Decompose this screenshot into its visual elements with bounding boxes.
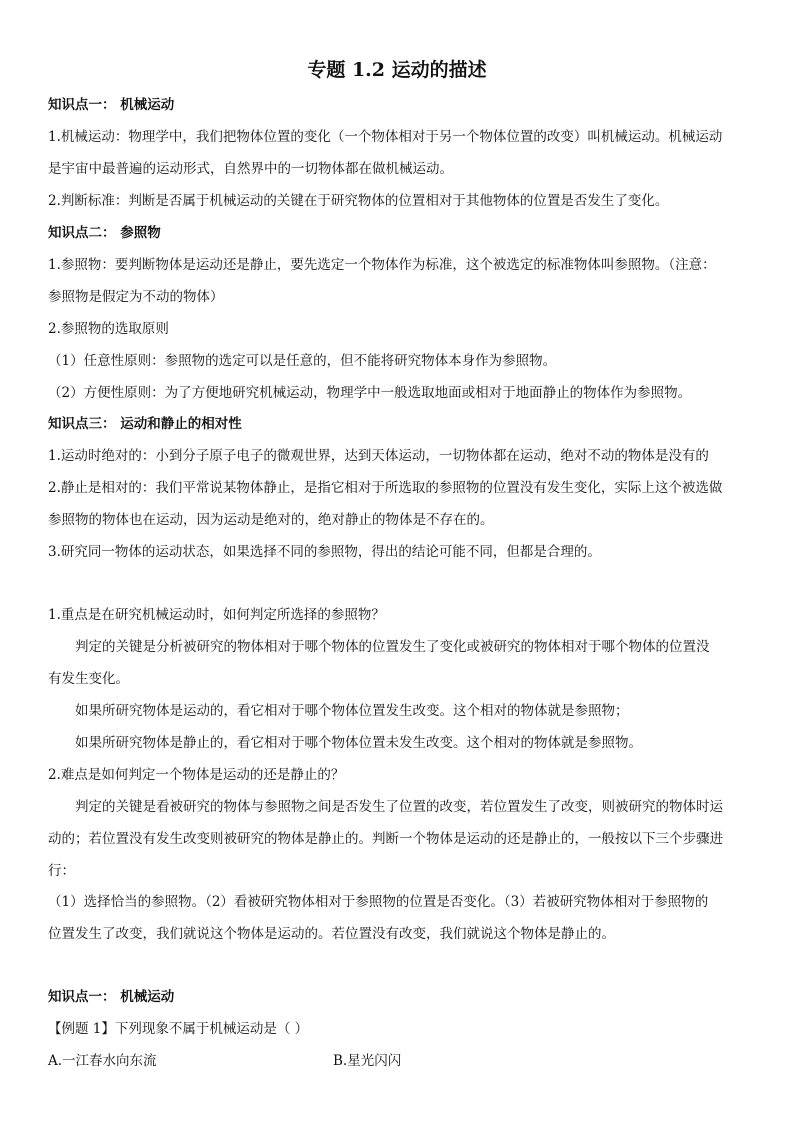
paragraph-line: 2.判断标准：判断是否属于机械运动的关键在于研究物体的位置相对于其他物体的位置是否发生了变化。 bbox=[48, 193, 669, 209]
paragraph-line: 1.运动时绝对的：小到分子原子电子的微观世界，达到天体运动，一切物体都在运动，绝对不动的物体是没有的 bbox=[48, 448, 709, 464]
paragraph-line: 位置发生了改变，我们就说这个物体是运动的。若位置没有改变，我们就说这个物体是静止的。 bbox=[48, 926, 615, 942]
paragraph-line: 3.研究同一物体的运动状态，如果选择不同的参照物，得出的结论可能不同，但都是合理的。 bbox=[48, 544, 601, 560]
paragraph-line: 1.参照物：要判断物体是运动还是静止，要先选定一个物体作为标准，这个被选定的标准物体叫参照物。（注意： bbox=[48, 257, 716, 273]
paragraph-line: 参照物的物体也在运动，因为运动是绝对的，绝对静止的物体是不存在的。 bbox=[48, 512, 494, 528]
paragraph-line: 有发生变化。 bbox=[48, 671, 129, 687]
paragraph-line: 2.参照物的选取原则 bbox=[48, 321, 169, 337]
section-heading: 知识点一： 机械运动 bbox=[48, 989, 175, 1005]
example-question: 【例题 1】下列现象不属于机械运动是（ ） bbox=[48, 1021, 309, 1037]
section-heading: 知识点一： 机械运动 bbox=[48, 97, 175, 113]
paragraph-line: 2.静止是相对的：我们平常说某物体静止，是指它相对于所选取的参照物的位置没有发生变化，实际上这个被选做 bbox=[48, 480, 723, 496]
paragraph-line: 行： bbox=[48, 863, 75, 879]
paragraph-line: 参照物是假定为不动的物体） bbox=[48, 289, 224, 305]
paragraph-line: 如果所研究物体是运动的，看它相对于哪个物体位置发生改变。这个相对的物体就是参照物； bbox=[75, 703, 629, 719]
paragraph-line: 1.重点是在研究机械运动时，如何判定所选择的参照物？ bbox=[48, 607, 385, 623]
paragraph-line: 判定的关键是看被研究的物体与参照物之间是否发生了位置的改变，若位置发生了改变，则被研究的物体时运 bbox=[75, 799, 723, 815]
paragraph-line: （1）选择恰当的参照物。（2）看被研究物体相对于参照物的位置是否变化。（3）若被研究物体相对于参照物的 bbox=[48, 894, 709, 910]
option-b: B.星光闪闪 bbox=[333, 1053, 402, 1069]
page-title: 专题 1.2 运动的描述 bbox=[307, 59, 487, 81]
option-a: A.一江春水向东流 bbox=[48, 1053, 157, 1069]
section-heading: 知识点三： 运动和静止的相对性 bbox=[48, 416, 242, 432]
paragraph-line: （1）任意性原则：参照物的选定可以是任意的，但不能将研究物体本身作为参照物。 bbox=[48, 353, 557, 369]
paragraph-line: 是宇宙中最普遍的运动形式，自然界中的一切物体都在做机械运动。 bbox=[48, 161, 453, 177]
paragraph-line: 2.难点是如何判定一个物体是运动的还是静止的？ bbox=[48, 767, 345, 783]
paragraph-line: 动的；若位置没有发生改变则被研究的物体是静止的。判断一个物体是运动的还是静止的，一般按以下三个步骤进 bbox=[48, 831, 723, 847]
paragraph-line: （2）方便性原则：为了方便地研究机械运动，物理学中一般选取地面或相对于地面静止的物体作为参照物。 bbox=[48, 385, 692, 401]
paragraph-line: 判定的关键是分析被研究的物体相对于哪个物体的位置发生了变化或被研究的物体相对于哪个物体的位置没 bbox=[75, 639, 710, 655]
section-heading: 知识点二： 参照物 bbox=[48, 225, 161, 241]
paragraph-line: 1.机械运动：物理学中，我们把物体位置的变化（一个物体相对于另一个物体位置的改变）叫机械运动。机械运动 bbox=[48, 129, 723, 145]
paragraph-line: 如果所研究物体是静止的，看它相对于哪个物体位置未发生改变。这个相对的物体就是参照物。 bbox=[75, 735, 642, 751]
